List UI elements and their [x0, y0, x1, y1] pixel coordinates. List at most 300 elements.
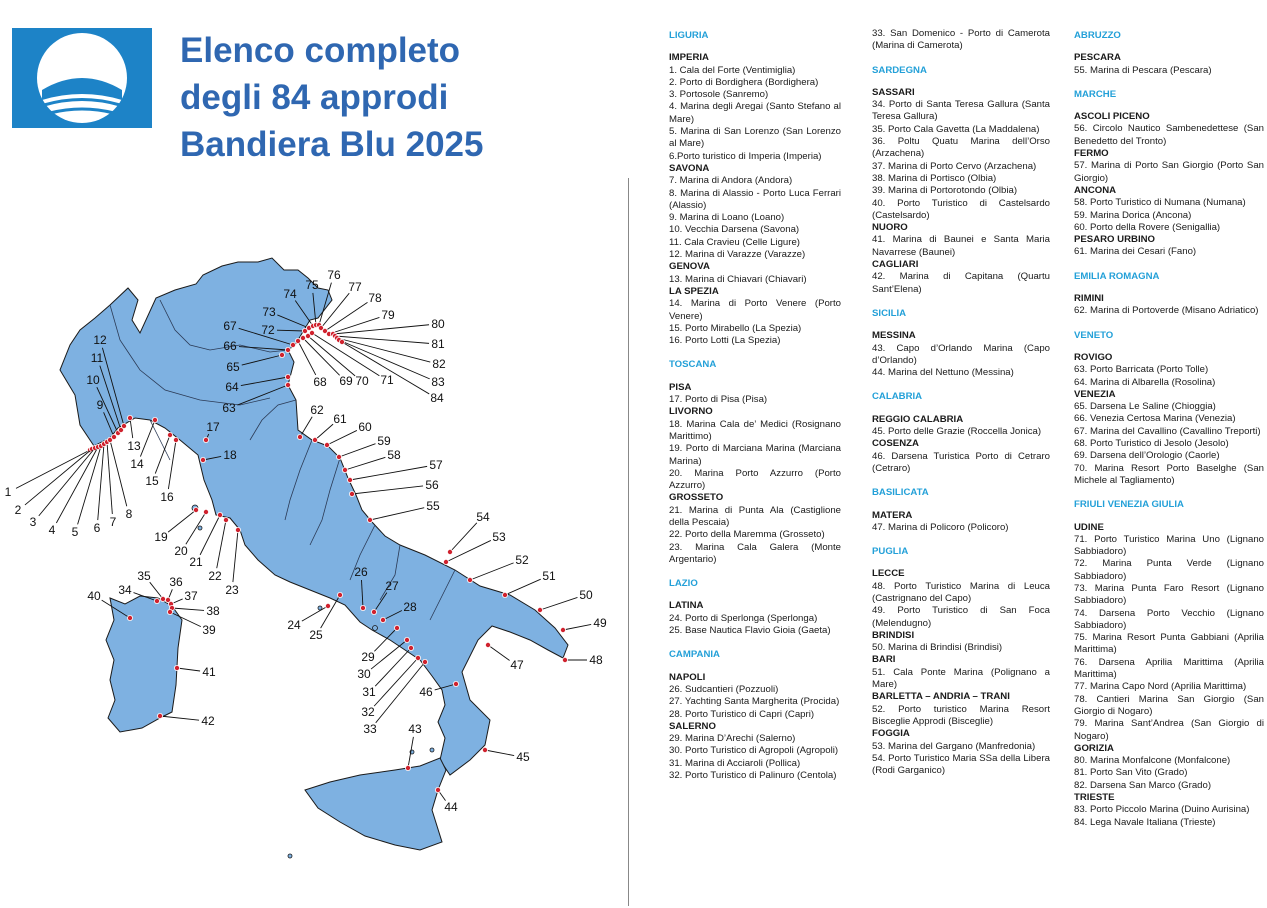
marina-entry: 55. Marina di Pescara (Pescara) — [1074, 64, 1212, 76]
marina-entry: 23. Marina Cala Galera (Monte Argentario) — [669, 541, 841, 565]
marina-entry: 34. Porto di Santa Teresa Gallura (Santa Teresa Gallura) — [872, 99, 1050, 123]
marina-dot — [235, 527, 240, 532]
region-section — [1074, 271, 1264, 318]
marina-entry: 27. Yachting Santa Margherita (Procida) — [669, 696, 840, 708]
marina-marker-6 — [94, 441, 107, 535]
marina-number: 23 — [225, 583, 239, 597]
province-name: ANCONA — [1074, 184, 1117, 196]
region-section — [872, 65, 1050, 296]
marina-entry: 52. Porto turistico Marina Resort Bisceglie Approdi (Bisceglie) — [872, 703, 1050, 727]
province-name: COSENZA — [872, 438, 919, 450]
list-column-1 — [669, 28, 841, 794]
leader-line — [155, 435, 170, 474]
marina-dot — [217, 512, 222, 517]
marina-entry: 22. Porto della Maremma (Grosseto) — [669, 529, 825, 541]
marina-entry: 4. Marina degli Aregai (Santo Stefano al Mare) — [669, 101, 841, 125]
marina-dot — [435, 787, 440, 792]
region-heading: PUGLIA — [872, 546, 909, 558]
marina-entry: 64. Marina di Albarella (Rosolina) — [1074, 376, 1216, 388]
province-name: SASSARI — [872, 86, 915, 98]
marina-number: 49 — [593, 616, 607, 630]
marina-number: 54 — [476, 510, 490, 524]
leader-line — [371, 640, 407, 669]
marina-number: 38 — [206, 604, 220, 618]
marina-dot — [154, 598, 159, 603]
marina-dot — [160, 596, 165, 601]
marina-number: 13 — [127, 439, 141, 453]
marina-entry: 79. Marina Sant’Andrea (San Giorgio di Nogaro) — [1074, 718, 1264, 742]
marina-dot — [127, 615, 132, 620]
region-heading: CALABRIA — [872, 391, 923, 403]
marina-entry: 65. Darsena Le Saline (Chioggia) — [1074, 401, 1216, 413]
leader-line — [177, 668, 200, 671]
marina-entry: 66. Venezia Certosa Marina (Venezia) — [1074, 413, 1236, 425]
sicily-island — [305, 758, 446, 850]
marina-marker-51 — [502, 569, 556, 598]
marina-number: 56 — [425, 478, 439, 492]
region-heading: LAZIO — [669, 578, 698, 590]
marina-number: 42 — [201, 714, 215, 728]
marina-dot — [347, 477, 352, 482]
blue-flag-logo — [12, 28, 152, 128]
marina-marker-22 — [208, 517, 228, 583]
marina-number: 79 — [381, 308, 395, 322]
leader-line — [110, 440, 127, 506]
marina-entry: 82. Darsena San Marco (Grado) — [1074, 779, 1212, 791]
marina-number: 69 — [339, 374, 353, 388]
leader-line — [333, 325, 429, 334]
marina-entry: 3. Portosole (Sanremo) — [669, 89, 769, 101]
province-name: LECCE — [872, 568, 905, 580]
marina-entry: 44. Marina del Nettuno (Messina) — [872, 367, 1014, 379]
marina-number: 46 — [419, 685, 433, 699]
marina-dot — [167, 432, 172, 437]
leader-line — [168, 440, 176, 489]
leader-line — [98, 444, 104, 520]
marina-number: 74 — [283, 287, 297, 301]
province-name: LA SPEZIA — [669, 285, 719, 297]
province-name: RIMINI — [1074, 293, 1104, 305]
marina-dot — [349, 491, 354, 496]
marina-marker-37 — [168, 589, 198, 607]
marina-dot — [371, 609, 376, 614]
marina-number: 8 — [125, 507, 133, 521]
province-name: CAGLIARI — [872, 259, 919, 271]
marina-number: 18 — [223, 448, 237, 462]
marina-number: 6 — [93, 521, 101, 535]
marina-number: 41 — [202, 665, 216, 679]
leader-line — [505, 579, 541, 595]
marina-marker-20 — [174, 509, 208, 558]
marina-number: 47 — [510, 658, 524, 672]
marina-number: 21 — [189, 555, 203, 569]
leader-line — [130, 418, 133, 438]
marina-number: 30 — [357, 667, 371, 681]
marina-number: 4 — [48, 523, 56, 537]
marina-entry: 40. Porto Turistico di Castelsardo (Castelsardo) — [872, 197, 1050, 221]
marina-entry: 78. Cantieri Marina San Giorgio (San Giorgio di Nogaro) — [1074, 693, 1264, 717]
marina-entry: 70. Marina Resort Porto Baselghe (San Michele al Tagliamento) — [1074, 462, 1264, 486]
region-heading: MARCHE — [1074, 88, 1117, 100]
province-name: TRIESTE — [1074, 792, 1115, 804]
marina-number: 15 — [145, 474, 159, 488]
leader-line — [339, 444, 376, 457]
leader-line — [345, 457, 385, 470]
marina-number: 31 — [362, 685, 376, 699]
marina-number: 25 — [309, 628, 323, 642]
marina-number: 43 — [408, 722, 422, 736]
marina-entry: 53. Marina del Gargano (Manfredonia) — [872, 740, 1036, 752]
province-name: IMPERIA — [669, 52, 709, 64]
region-section — [872, 546, 1050, 777]
marina-number: 63 — [222, 401, 236, 415]
leader-line — [563, 624, 591, 630]
region-heading: SARDEGNA — [872, 64, 927, 76]
marina-dot — [342, 467, 347, 472]
leader-line — [298, 341, 316, 375]
marina-dot — [380, 617, 385, 622]
region-section — [1074, 30, 1264, 77]
marina-entry: 25. Base Nautica Flavio Gioia (Gaeta) — [669, 625, 831, 637]
marina-number: 19 — [154, 530, 168, 544]
marina-number: 52 — [515, 553, 529, 567]
leader-line — [325, 302, 367, 331]
marina-dot — [193, 507, 198, 512]
province-name: MATERA — [872, 509, 913, 521]
marina-marker-3 — [30, 445, 98, 529]
marina-dot — [405, 765, 410, 770]
marina-number: 71 — [380, 373, 394, 387]
province-name: FOGGIA — [872, 728, 910, 740]
marina-entry: 57. Marina di Porto San Giorgio (Porto San Giorgio) — [1074, 160, 1264, 184]
marina-dot — [408, 645, 413, 650]
marina-entry: 50. Marina di Brindisi (Brindisi) — [872, 642, 1003, 654]
title-line: degli 84 approdi — [180, 78, 449, 117]
marina-entry: 75. Marina Resort Punta Gabbiani (Aprilia Marittima) — [1074, 632, 1264, 656]
marina-marker-7 — [104, 439, 116, 529]
leader-line — [160, 716, 199, 720]
leader-line — [315, 424, 333, 440]
marina-dot — [152, 417, 157, 422]
marina-number: 22 — [208, 569, 222, 583]
marina-entry: 68. Porto Turistico di Jesolo (Jesolo) — [1074, 438, 1229, 450]
marina-dot — [422, 659, 427, 664]
marina-number: 67 — [223, 319, 237, 333]
marina-marker-41 — [174, 665, 216, 679]
marina-entry: 81. Porto San Vito (Grado) — [1074, 767, 1188, 779]
province-name: VENEZIA — [1074, 388, 1116, 400]
marina-number: 9 — [96, 398, 104, 412]
marina-dot — [167, 609, 172, 614]
marina-marker-23 — [225, 527, 240, 597]
marina-dot — [203, 509, 208, 514]
marina-entry: 2. Porto di Bordighera (Bordighera) — [669, 76, 819, 88]
marina-dot — [312, 437, 317, 442]
region-section — [872, 308, 1050, 379]
province-name: SAVONA — [669, 162, 710, 174]
leader-line — [350, 466, 427, 480]
marina-number: 2 — [14, 503, 22, 517]
marina-marker-25 — [309, 592, 342, 642]
sardinia-island — [106, 596, 182, 732]
marina-dot — [415, 655, 420, 660]
marina-dot — [502, 592, 507, 597]
marina-entry: 26. Sudcantieri (Pozzuoli) — [669, 683, 779, 695]
marina-dot — [203, 437, 208, 442]
province-name: REGGIO CALABRIA — [872, 413, 964, 425]
marina-entry: 31. Marina di Acciaroli (Pollica) — [669, 757, 801, 769]
marina-entry: 9. Marina di Loano (Loano) — [669, 212, 785, 224]
marina-entry: 58. Porto Turistico di Numana (Numana) — [1074, 197, 1246, 209]
leader-line — [107, 442, 112, 514]
marina-dot — [562, 657, 567, 662]
marina-number: 34 — [118, 583, 132, 597]
marina-number: 73 — [262, 305, 276, 319]
marina-number: 81 — [431, 337, 445, 351]
title-line: Bandiera Blu 2025 — [180, 125, 484, 164]
province-name: FERMO — [1074, 148, 1109, 160]
marina-marker-47 — [485, 642, 524, 672]
marina-dot — [336, 454, 341, 459]
marina-number: 24 — [287, 618, 301, 632]
marina-number: 10 — [86, 373, 100, 387]
marina-entry: 43. Capo d’Orlando Marina (Capo d’Orlando) — [872, 342, 1050, 366]
leader-line — [312, 333, 379, 376]
region-heading: FRIULI VENEZIA GIULIA — [1074, 499, 1184, 511]
province-name: PESCARA — [1074, 52, 1121, 64]
marina-entry: 83. Porto Piccolo Marina (Duino Aurisina) — [1074, 804, 1250, 816]
marina-entry: 54. Porto Turistico Maria SSa della Libera (Rodi Garganico) — [872, 752, 1050, 777]
marina-number: 70 — [355, 374, 369, 388]
marina-number: 5 — [71, 525, 79, 539]
marina-entry: 63. Porto Barricata (Porto Tolle) — [1074, 364, 1209, 376]
marina-entry: 30. Porto Turistico di Agropoli (Agropoli) — [669, 745, 839, 757]
region-heading: TOSCANA — [669, 359, 717, 371]
leader-line — [488, 645, 510, 660]
marina-marker-62 — [297, 403, 324, 440]
marina-entry: 18. Marina Cala de’ Medici (Rosignano Marittimo) — [669, 418, 841, 442]
italy-map — [0, 255, 625, 908]
marina-marker-54 — [447, 510, 490, 555]
marina-dot — [485, 642, 490, 647]
marina-number: 33 — [363, 722, 377, 736]
region-section — [669, 578, 841, 637]
province-name: LIVORNO — [669, 406, 713, 418]
province-name: PISA — [669, 381, 692, 393]
marina-marker-1 — [5, 447, 93, 499]
marina-entry: 48. Porto Turistico Marina di Leuca (Castrignano del Capo) — [872, 580, 1050, 604]
leader-line — [303, 338, 340, 375]
region-section — [872, 28, 1050, 53]
marina-entry: 29. Marina D’Arechi (Salerno) — [669, 733, 796, 745]
leader-line — [470, 563, 514, 580]
marina-dot — [404, 637, 409, 642]
marina-number: 40 — [87, 589, 101, 603]
marina-number: 68 — [313, 375, 327, 389]
marina-entry: 42. Marina di Capitana (Quartu Sant’Elena) — [872, 271, 1050, 295]
region-section — [1074, 330, 1264, 488]
marina-marker-69 — [300, 335, 353, 388]
marina-dot — [111, 434, 116, 439]
marina-entry: 13. Marina di Chiavari (Chiavari) — [669, 273, 807, 285]
marina-entry: 46. Darsena Turistica Porto di Cetraro (Cetraro) — [872, 450, 1050, 474]
province-name: GENOVA — [669, 261, 710, 273]
marina-number: 1 — [4, 485, 12, 499]
marina-number: 28 — [403, 600, 417, 614]
marina-entry: 17. Porto di Pisa (Pisa) — [669, 394, 768, 406]
leader-line — [186, 512, 206, 544]
province-name: MESSINA — [872, 330, 916, 342]
region-section — [872, 487, 1050, 534]
marina-entry: 61. Marina dei Cesari (Fano) — [1074, 246, 1197, 258]
region-section — [669, 649, 841, 782]
leader-line — [352, 486, 423, 494]
marina-number: 77 — [348, 280, 362, 294]
marina-number: 51 — [542, 569, 556, 583]
marina-dot — [482, 747, 487, 752]
marina-number: 80 — [431, 317, 445, 331]
marina-number: 20 — [174, 544, 188, 558]
marina-marker-52 — [467, 553, 529, 583]
marina-dot — [127, 415, 132, 420]
marina-marker-50 — [537, 588, 593, 613]
marina-dot — [337, 592, 342, 597]
marina-marker-48 — [562, 653, 603, 667]
marina-entry: 84. Lega Navale Italiana (Trieste) — [1074, 816, 1216, 828]
province-name: BRINDISI — [872, 629, 915, 641]
marina-number: 27 — [385, 579, 399, 593]
marina-number: 55 — [426, 499, 440, 513]
leader-line — [335, 336, 429, 343]
marina-entry: 39. Marina di Portorotondo (Olbia) — [872, 185, 1018, 197]
region-heading: BASILICATA — [872, 487, 929, 499]
marina-number: 59 — [377, 434, 391, 448]
column-divider — [628, 178, 629, 906]
marina-entry: 56. Circolo Nautico Sambenedettese (San Benedetto del Tronto) — [1074, 123, 1264, 147]
marina-entry: 77. Marina Capo Nord (Aprilia Marittima) — [1074, 681, 1247, 693]
marina-entry: 45. Porto delle Grazie (Roccella Jonica) — [872, 426, 1042, 438]
marina-marker-60 — [324, 420, 372, 448]
marina-number: 16 — [160, 490, 174, 504]
marina-entry: 14. Marina di Porto Venere (Porto Venere) — [669, 298, 841, 322]
region-section — [1074, 499, 1264, 829]
marina-entry: 76. Darsena Aprilia Marittima (Aprilia Marittima) — [1074, 656, 1264, 681]
marina-dot — [200, 457, 205, 462]
leader-line — [375, 648, 411, 686]
leader-line — [300, 417, 312, 437]
marina-entry: 74. Darsena Porto Vecchio (Lignano Sabbiadoro) — [1074, 607, 1264, 631]
marina-dot — [560, 627, 565, 632]
marina-dot — [300, 335, 305, 340]
marina-entry: 33. San Domenico - Porto di Camerota (Marina di Camerota) — [872, 28, 1050, 52]
marina-number: 75 — [305, 278, 319, 292]
list-column-2 — [872, 28, 1050, 789]
marina-dot — [447, 549, 452, 554]
marina-number: 39 — [202, 623, 216, 637]
marina-dot — [157, 713, 162, 718]
marina-marker-59 — [336, 434, 391, 460]
marina-entry: 24. Porto di Sperlonga (Sperlonga) — [669, 612, 818, 624]
marina-dot — [290, 342, 295, 347]
province-name: LATINA — [669, 600, 704, 612]
marina-number: 3 — [29, 515, 37, 529]
marina-entry: 47. Marina di Policoro (Policoro) — [872, 521, 1009, 533]
marina-marker-49 — [560, 616, 607, 633]
marina-entry: 16. Porto Lotti (La Spezia) — [669, 335, 781, 347]
province-name: PESARO URBINO — [1074, 234, 1156, 246]
marina-entry: 28. Porto Turistico di Capri (Capri) — [669, 708, 815, 720]
marina-marker-15 — [145, 432, 172, 488]
leader-line — [540, 597, 577, 610]
marina-dot — [325, 603, 330, 608]
marina-entry: 8. Marina di Alassio - Porto Luca Ferrari (Alassio) — [669, 187, 841, 211]
leader-line — [200, 515, 220, 555]
marina-number: 12 — [93, 333, 107, 347]
marina-number: 72 — [261, 323, 275, 337]
marina-entry: 41. Marina di Baunei e Santa Maria Navarrese (Baunei) — [872, 234, 1050, 258]
leader-line — [217, 520, 226, 568]
marina-number: 26 — [354, 565, 368, 579]
leader-line — [172, 608, 204, 610]
marina-number: 17 — [206, 420, 220, 434]
marina-number: 65 — [226, 360, 240, 374]
marina-number: 76 — [327, 268, 341, 282]
marina-number: 29 — [361, 650, 375, 664]
marina-entry: 60. Porto della Rovere (Senigallia) — [1074, 221, 1221, 233]
marina-entry: 49. Porto Turistico di San Foca (Melendugno) — [872, 605, 1050, 629]
marina-marker-58 — [342, 448, 401, 473]
marina-dot — [309, 330, 314, 335]
province-name: GORIZIA — [1074, 742, 1114, 754]
marina-dot — [285, 347, 290, 352]
marina-dot — [285, 374, 290, 379]
marina-number: 60 — [358, 420, 372, 434]
leader-line — [450, 523, 477, 552]
marina-number: 36 — [169, 575, 183, 589]
leader-line — [168, 510, 196, 532]
marina-entry: 20. Marina Porto Azzurro (Porto Azzurro) — [669, 467, 841, 492]
marina-number: 62 — [310, 403, 324, 417]
marina-number: 11 — [90, 351, 104, 365]
marina-entry: 36. Poltu Quatu Marina dell’Orso (Arzachena) — [872, 136, 1050, 160]
leader-line — [321, 595, 340, 628]
marina-dot — [394, 625, 399, 630]
marina-dot — [279, 352, 284, 357]
leader-line — [374, 658, 418, 706]
region-heading: LIGURIA — [669, 30, 709, 41]
marina-marker-55 — [367, 499, 440, 523]
marina-entry: 59. Marina Dorica (Ancona) — [1074, 209, 1192, 221]
marina-marker-53 — [443, 530, 506, 565]
marina-dot — [339, 339, 344, 344]
marina-dot — [443, 559, 448, 564]
marina-marker-44 — [435, 787, 458, 814]
marina-marker-16 — [160, 437, 178, 504]
province-name: NAPOLI — [669, 671, 706, 683]
marina-dot — [467, 577, 472, 582]
marina-number: 64 — [225, 380, 239, 394]
marina-number: 48 — [589, 653, 603, 667]
leader-line — [56, 447, 98, 523]
region-heading: VENETO — [1074, 329, 1114, 341]
marina-dot — [537, 607, 542, 612]
marina-marker-36 — [165, 575, 183, 603]
leader-line — [140, 420, 155, 457]
blue-flag-wave-icon — [12, 28, 152, 128]
province-name: UDINE — [1074, 521, 1104, 533]
leader-line — [485, 750, 514, 756]
region-heading: EMILIA ROMAGNA — [1074, 270, 1160, 282]
